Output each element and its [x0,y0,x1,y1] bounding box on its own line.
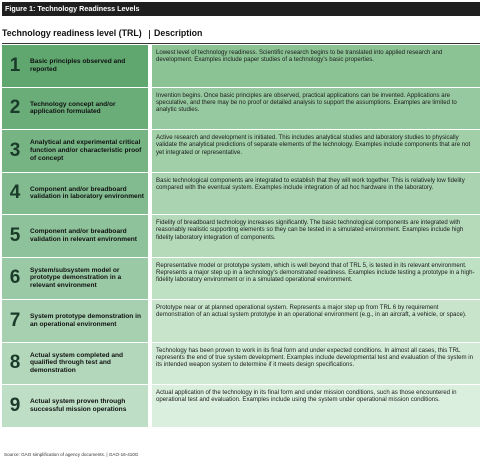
trl-description: Fidelity of breadboard technology increases significantly. The basic technological components are integrated with reasonably realistic supporting elements so they can be tested in a simulated environment. Examples include high fidelity laboratory integration of components. [151,215,480,257]
trl-level-name: Component and/or breadboard validation in relevant environment [30,228,137,243]
trl-level-name: Technology concept and/or application formulated [30,100,116,116]
trl-level-name: System prototype demonstration in an operational environment [30,313,142,328]
trl-level-name: Basic principles observed and reported [30,58,126,73]
trl-row-6 [2,258,480,301]
trl-number: 2 [9,97,21,119]
trl-level-cell [2,88,148,130]
trl-description: Basic technological components are integrated to establish that they will work together. This is relatively low fidelity compared with the eventual system. Examples include integration of ad hoc hardware in the laboratory. [151,173,480,215]
trl-row-9 [2,385,480,428]
trl-number: 9 [9,394,21,416]
trl-table [2,45,480,428]
trl-level-cell [2,130,148,172]
trl-description: Lowest level of technology readiness. Scientific research begins to be translated into applied research and development. Examples include paper studies of a technology's basic properties. [151,45,480,87]
trl-description: Technology has been proven to work in its final form and under expected conditions. In almost all cases, this TRL represents the end of true system development. Examples include developmental test and evaluation of the system in its intended weapon system to determine if it meets design specifications. [151,343,480,385]
trl-number: 6 [9,267,21,289]
trl-level-name: Component and/or breadboard validation in laboratory environment [30,185,144,201]
trl-level-name: Actual system proven through successful mission operations [30,398,127,413]
trl-number: 4 [9,182,21,204]
trl-number: 8 [9,352,21,374]
trl-row-3 [2,130,480,173]
trl-level-cell [2,300,148,342]
trl-level-cell [2,45,148,87]
column-header-description: Description [154,28,203,38]
trl-level-name: Analytical and experimental critical function and/or characteristic proof of concept [30,139,142,162]
trl-row-5 [2,215,480,258]
trl-description: Representative model or prototype system, which is well beyond that of TRL 5, is tested in its relevant environment. Represents a major step up in a technology's demonstrated readiness. Examples include testing a prototype in a high-fidelity laboratory environment or in a simulated operational environment. [151,258,480,300]
trl-level-cell [2,258,148,300]
trl-number: 3 [9,139,21,161]
trl-level-name: System/subsystem model or prototype demonstration in a relevant environment [30,266,122,290]
column-divider [149,30,150,39]
trl-row-2 [2,88,480,131]
trl-level-cell [2,173,148,215]
trl-description: Prototype near or at planned operational system. Represents a major step up from TRL 6 by requirement demonstration of an actual system prototype in an operational environment (e.g., in an aircraft, a vehicle, or space). [151,300,480,342]
trl-level-name: Actual system completed and qualified through test and demonstration [30,351,124,375]
trl-level-cell [2,343,148,385]
trl-row-7 [2,300,480,343]
trl-number: 7 [9,309,21,331]
trl-row-1 [2,45,480,88]
trl-row-4 [2,173,480,216]
trl-row-8 [2,343,480,386]
trl-level-cell [2,215,148,257]
trl-description: Invention begins. Once basic principles are observed, practical applications can be invented. Applications are speculative, and there may be no proof or detailed analysis to support the assumptions. Examples are limited to analytic studies. [151,88,480,130]
trl-description: Active research and development is initiated. This includes analytical studies and laboratory studies to physically validate the analytical predictions of separate elements of the technology. Examples include components that are not yet integrated or representative. [151,130,480,172]
trl-level-cell [2,385,148,427]
header-rule [2,43,480,44]
column-header-trl: Technology readiness level (TRL) [2,28,142,38]
figure-title: Figure 1: Technology Readiness Levels [2,2,480,16]
trl-number: 1 [9,54,21,76]
source-note: Source: GAO simplification of agency documents. | GAO-16-410G [4,452,139,457]
trl-number: 5 [9,224,21,246]
trl-description: Actual application of the technology in its final form and under mission conditions, such as those encountered in operational test and evaluation. Examples include using the system under operational mission conditions. [151,385,480,427]
